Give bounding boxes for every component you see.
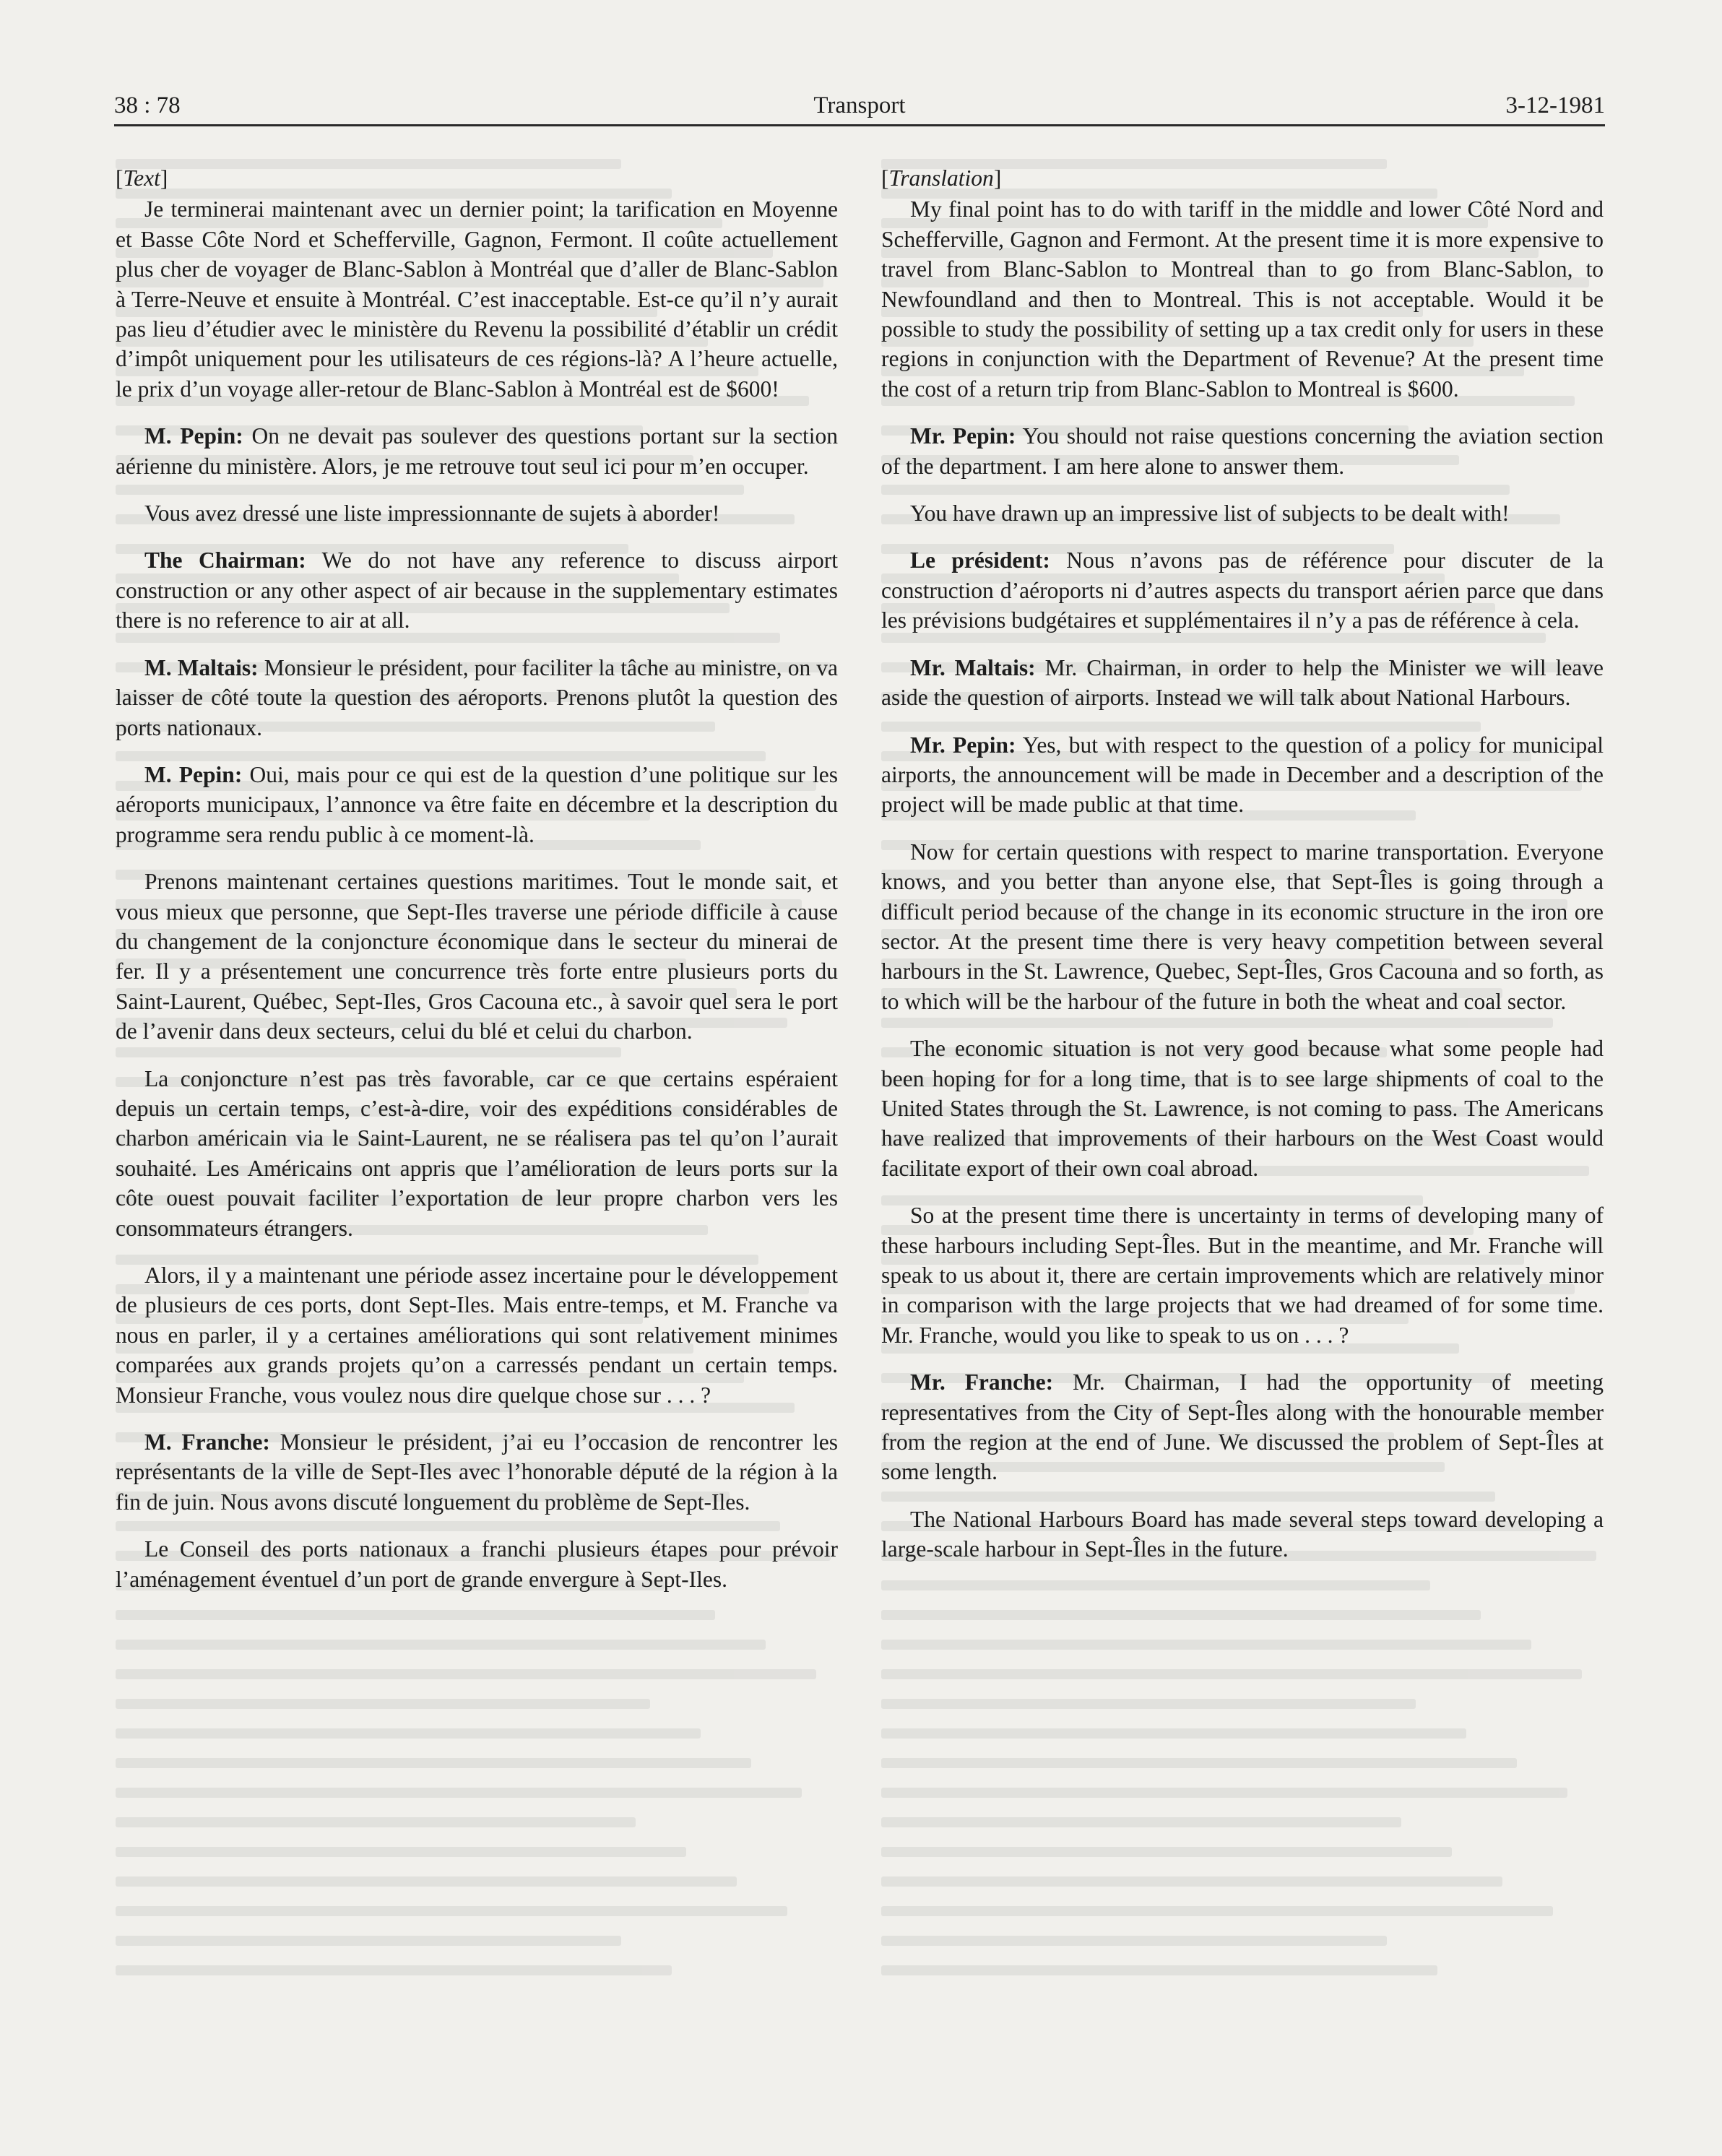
show-through-line bbox=[881, 1965, 1437, 1975]
paragraph bbox=[881, 498, 1604, 528]
header-rule bbox=[114, 124, 1605, 126]
paragraph bbox=[116, 653, 838, 743]
paragraph bbox=[116, 545, 838, 635]
show-through-line bbox=[116, 1876, 737, 1887]
speaker-name: The Chairman: bbox=[144, 547, 306, 573]
speaker-name: Mr. Franche: bbox=[910, 1369, 1054, 1395]
paragraph bbox=[881, 1505, 1604, 1564]
speaker-name: M. Pepin: bbox=[144, 423, 243, 449]
show-through-line bbox=[116, 1965, 672, 1975]
paragraph bbox=[116, 867, 838, 1046]
paragraph-text: Now for certain questions with respect to marine transportation. Everyone knows, and you better than anyone else, that Sept-Îles is going through a difficult period because of the change in its economic structure in the iron ore sector. At the present time there is very heavy competition between several harbours in the St. Lawrence, Quebec, Sept-Îles, Gros Cacouna and so forth, as to which will be the harbour of the future in both the wheat and coal sector. bbox=[881, 839, 1604, 1014]
show-through-line bbox=[116, 1758, 751, 1768]
show-through-line bbox=[881, 1699, 1416, 1709]
header-date: 3-12-1981 bbox=[1505, 92, 1605, 118]
paragraph-text: Je terminerai maintenant avec un dernier point; la tarification en Moyenne et Basse Côte Nord et Schefferville, Gagnon, Fermont. Il coûte actuellement plus cher de voyager de Blanc-Sablon à Montréal que d’aller de Blanc-Sablon à Terre-Neuve et ensuite à Montréal. C’est inacceptable. Est-ce qu’il n’y aurait pas lieu d’étudier avec le ministère du Revenu la possibilité d’établir un crédit d’impôt uniquement pour les utilisateurs de ces régions-là? A l’heure actuelle, le prix d’un voyage aller-retour de Blanc-Sablon à Montréal est de $600! bbox=[116, 196, 838, 402]
paragraph bbox=[881, 1034, 1604, 1183]
paragraph-text: Mr. Chairman, in order to help the Minister we will leave aside the question of airports. Instead we will talk about National Harbours. bbox=[881, 654, 1604, 711]
paragraph-text: Monsieur le président, pour faciliter la tâche au ministre, on va laisser de côté toute la question des aéroports. Prenons plutôt la question des ports nationaux. bbox=[116, 654, 838, 740]
paragraph bbox=[881, 1367, 1604, 1487]
paragraph bbox=[116, 1064, 838, 1243]
show-through-line bbox=[881, 1936, 1387, 1946]
show-through-line bbox=[881, 1876, 1502, 1887]
show-through-line bbox=[116, 1906, 787, 1916]
show-through-line bbox=[881, 1847, 1452, 1857]
paragraph bbox=[881, 194, 1604, 404]
show-through-line bbox=[881, 1758, 1517, 1768]
paragraph bbox=[116, 421, 838, 481]
show-through-line bbox=[116, 1847, 686, 1857]
paragraph bbox=[881, 730, 1604, 820]
speaker-name: Le président: bbox=[910, 547, 1050, 573]
paragraph bbox=[116, 1427, 838, 1517]
left-paragraphs bbox=[116, 194, 838, 1594]
paragraph bbox=[881, 653, 1604, 713]
paragraph bbox=[881, 1200, 1604, 1350]
show-through-line bbox=[881, 1728, 1466, 1739]
paragraph-text: La conjoncture n’est pas très favorable, car ce que certains espéraient depuis un certain temps, c’est-à-dire, voir des expéditions considérables de charbon américain via le Saint-Laurent, ne se réalisera pas tel qu’on l’aurait souhaité. Les Américains ont appris que l’amélioration de leurs ports sur la côte ouest pouvait faciliter l’exportation de leur propre charbon vers les consommateurs étrangers. bbox=[116, 1065, 838, 1241]
right-paragraphs bbox=[881, 194, 1604, 1564]
show-through-line bbox=[881, 1580, 1430, 1590]
show-through-line bbox=[116, 1817, 636, 1827]
paragraph-text: So at the present time there is uncertainty in terms of developing many of these harbours including Sept-Îles. But in the meantime, and Mr. Franche will speak to us about it, there are certain improvements which are relatively minor in comparison with the large projects that we had dreamed of for some time. Mr. Franche, would you like to speak to us on . . . ? bbox=[881, 1203, 1604, 1348]
paragraph-text: You have drawn up an impressive list of subjects to be dealt with! bbox=[910, 501, 1510, 527]
show-through-line bbox=[881, 1640, 1531, 1650]
paragraph-text: Mr. Chairman, I had the opportunity of meeting representatives from the City of Sept-Îles along with the honourable member from the region at the end of June. We discussed the problem of Sept-Îles at some length. bbox=[881, 1369, 1604, 1485]
text-label: [Text] bbox=[116, 165, 168, 191]
right-column-english bbox=[881, 163, 1604, 1582]
paragraph bbox=[116, 498, 838, 528]
paragraph-text: Monsieur le président, j’ai eu l’occasion de rencontrer les représentants de la ville de Sept-Iles avec l’honorable député de la région à la fin de juin. Nous avons discuté longuement du problème de Sept-Iles. bbox=[116, 1429, 838, 1515]
paragraph-text: On ne devait pas soulever des questions portant sur la section aérienne du ministère. Alors, je me retrouve tout seul ici pour m’en occuper. bbox=[116, 423, 839, 479]
show-through-line bbox=[881, 1669, 1582, 1679]
paragraph bbox=[116, 194, 838, 404]
paragraph bbox=[116, 1534, 838, 1594]
show-through-line bbox=[881, 1610, 1481, 1620]
paragraph bbox=[881, 545, 1604, 635]
paragraph bbox=[881, 421, 1604, 481]
paragraph-text: Le Conseil des ports nationaux a franchi plusieurs étapes pour prévoir l’aménagement éventuel d’un port de grande envergure à Sept-Iles. bbox=[116, 1536, 838, 1592]
speaker-name: M. Franche: bbox=[144, 1429, 270, 1455]
section-title: Transport bbox=[813, 92, 906, 118]
speaker-name: M. Maltais: bbox=[144, 654, 259, 680]
paragraph bbox=[116, 1260, 838, 1410]
paragraph-text: The National Harbours Board has made several steps toward developing a large-scale harbour in Sept-Îles in the future. bbox=[881, 1506, 1604, 1562]
speaker-name: Mr. Pepin: bbox=[910, 423, 1016, 449]
paragraph-text: Nous n’avons pas de référence pour discuter de la construction d’aéroports ni d’autres aspects du transport aérien parce que dans les prévisions budgétaires et supplémentaires il n’y a pas de référence à cela. bbox=[881, 547, 1604, 633]
show-through-line bbox=[116, 1788, 802, 1798]
translation-label: [Translation] bbox=[881, 165, 1002, 191]
paragraph bbox=[116, 760, 838, 849]
show-through-line bbox=[116, 1669, 816, 1679]
show-through-line bbox=[116, 1699, 650, 1709]
paragraph bbox=[881, 837, 1604, 1016]
speaker-name: Mr. Pepin: bbox=[910, 732, 1016, 758]
paragraph-text: Yes, but with respect to the question of a policy for municipal airports, the announcement will be made in December and a description of the project will be made public at that time. bbox=[881, 732, 1604, 818]
speaker-name: Mr. Maltais: bbox=[910, 654, 1036, 680]
speaker-name: M. Pepin: bbox=[144, 761, 243, 787]
show-through-line bbox=[116, 1610, 715, 1620]
paragraph-text: You should not raise questions concerning the aviation section of the department. I am here alone to answer them. bbox=[881, 423, 1604, 479]
paragraph-text: Vous avez dressé une liste impressionnante de sujets à aborder! bbox=[144, 501, 720, 527]
show-through-line bbox=[881, 1788, 1567, 1798]
paragraph-text: My final point has to do with tariff in the middle and lower Côté Nord and Schefferville, Gagnon and Fermont. At the present time it is more expensive to travel from Blanc-Sablon to Montreal than to go from Blanc-Sablon, to Newfoundland and then to Montreal. This is not acceptable. Would it be possible to study the possibility of setting up a tax credit only for users in these regions in conjunction with the Department of Revenue? At the present time the cost of a return trip from Blanc-Sablon to Montreal is $600. bbox=[881, 196, 1604, 402]
show-through-line bbox=[116, 1640, 766, 1650]
paragraph-text: Prenons maintenant certaines questions maritimes. Tout le monde sait, et vous mieux que personne, que Sept-Iles traverse une période difficile à cause du changement de la conjoncture économique dans le secteur du minerai de fer. Il y a présentement une concurrence très forte entre plusieurs ports du Saint-Laurent, Québec, Sept-Iles, Gros Cacouna etc., à savoir quel sera le port de l’avenir dans deux secteurs, celui du blé et celui du charbon. bbox=[116, 869, 838, 1044]
paragraph-text: Oui, mais pour ce qui est de la question d’une politique sur les aéroports municipaux, l’annonce va être faite en décembre et la description du programme sera rendu public à ce moment-là. bbox=[116, 761, 839, 847]
paragraph-text: The economic situation is not very good because what some people had been hoping for for a long time, that is to see large shipments of coal to the United States through the St. Lawrence, is not coming to pass. The Americans have realized that improvements of their harbours on the West Coast would facilitate export of their own coal abroad. bbox=[881, 1036, 1604, 1181]
running-header bbox=[114, 85, 1605, 126]
left-column-french bbox=[116, 163, 838, 1611]
show-through-line bbox=[116, 1728, 701, 1739]
show-through-line bbox=[881, 1906, 1553, 1916]
page-number: 38 : 78 bbox=[114, 92, 181, 118]
show-through-line bbox=[881, 1817, 1401, 1827]
show-through-line bbox=[116, 1936, 621, 1946]
paragraph-text: We do not have any reference to discuss airport construction or any other aspect of air because in the supplementary estimates there is no reference to air at all. bbox=[116, 547, 838, 633]
paragraph-text: Alors, il y a maintenant une période assez incertaine pour le développement de plusieurs de ces ports, dont Sept-Iles. Mais entre-temps, et M. Franche va nous en parler, il y a certaines améliorations qui sont relativement minimes comparées aux grands projets qu’on a carressés pendant un certain temps. Monsieur Franche, vous voulez nous dire quelque chose sur . . . ? bbox=[116, 1263, 838, 1408]
